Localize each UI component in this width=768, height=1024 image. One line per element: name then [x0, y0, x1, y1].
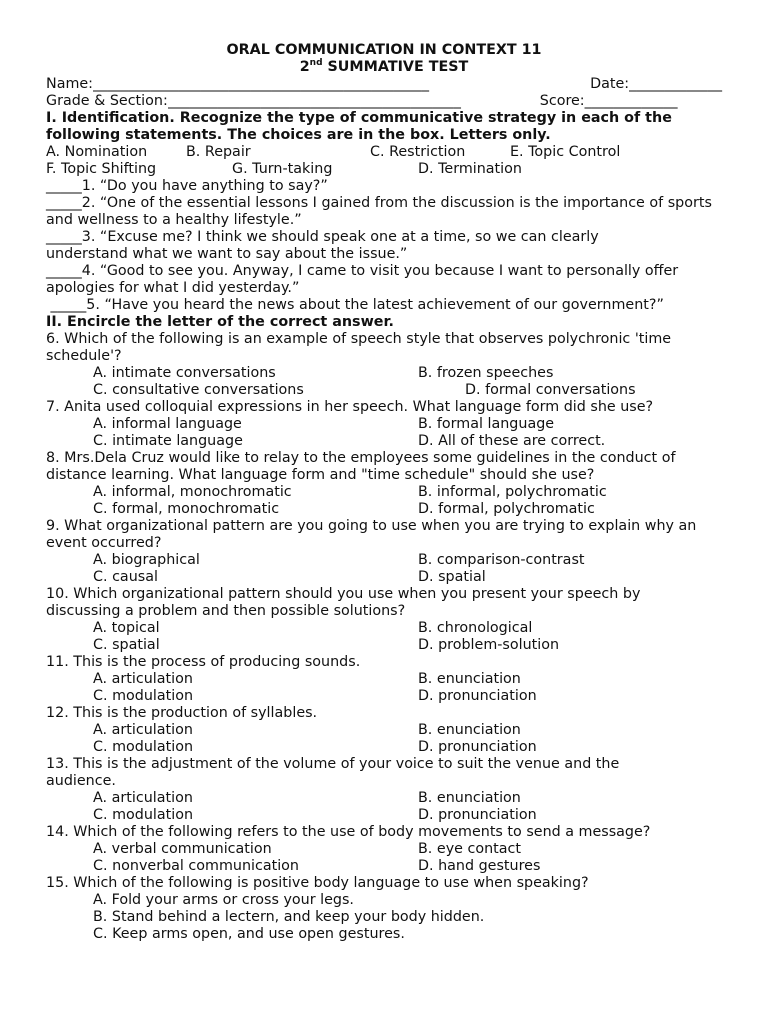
- question-15: [46, 875, 722, 943]
- option-d[interactable]: D. pronunciation: [418, 688, 537, 704]
- part1-items: [46, 178, 722, 314]
- option-c[interactable]: C. modulation: [93, 688, 194, 704]
- choice-a: A. Nomination: [46, 144, 148, 160]
- question-text: 7. Anita used colloquial expressions in her speech. What language form did she use?: [46, 399, 654, 415]
- option-a[interactable]: A. articulation: [93, 790, 193, 806]
- name-date-row: [46, 76, 722, 93]
- name-label: Name:: [46, 76, 93, 92]
- grade-section-label: Grade & Section:: [46, 93, 168, 109]
- option-a[interactable]: A. articulation: [93, 722, 193, 738]
- option-b[interactable]: B. frozen speeches: [418, 365, 554, 381]
- question-text: 15. Which of the following is positive body language to use when speaking?: [46, 875, 589, 891]
- question-text: 6. Which of the following is an example of speech style that observes polychronic 'time schedule'?: [46, 331, 672, 364]
- question-11: [46, 654, 722, 705]
- option-c[interactable]: C. causal: [93, 569, 158, 585]
- part2-heading: II. Encircle the letter of the correct answer.: [46, 314, 394, 330]
- date-label: Date:: [590, 76, 630, 92]
- option-a[interactable]: A. informal, monochromatic: [93, 484, 292, 500]
- identification-item-1: _____1. “Do you have anything to say?”: [46, 178, 328, 194]
- title-ordinal-suffix: nd: [309, 58, 323, 69]
- option-d[interactable]: D. pronunciation: [418, 807, 537, 823]
- option-b[interactable]: B. eye contact: [418, 841, 521, 857]
- option-b[interactable]: B. Stand behind a lectern, and keep your body hidden.: [93, 909, 485, 925]
- option-c[interactable]: C. modulation: [93, 807, 194, 823]
- option-c[interactable]: C. intimate language: [93, 433, 243, 449]
- question-12: [46, 705, 722, 756]
- question-text: 12. This is the production of syllables.: [46, 705, 318, 721]
- question-text: 14. Which of the following refers to the use of body movements to send a message?: [46, 824, 651, 840]
- name-field[interactable]: _______________________________________________: [93, 76, 429, 92]
- option-b[interactable]: B. formal language: [418, 416, 555, 432]
- choice-f: F. Topic Shifting: [46, 161, 157, 177]
- identification-item-2: _____2. “One of the essential lessons I gained from the discussion is the importance of sports and wellness to a healthy lifestyle.”: [46, 195, 717, 228]
- identification-item-4: _____4. “Good to see you. Anyway, I came to visit you because I want to personally offer apologies for what I did yesterday.”: [46, 263, 683, 296]
- option-d[interactable]: D. formal conversations: [465, 382, 636, 398]
- part1-heading-line-2: following statements. The choices are in the box. Letters only.: [46, 127, 551, 143]
- question-13: [46, 756, 722, 824]
- question-10: [46, 586, 722, 654]
- choice-c: C. Restriction: [370, 144, 466, 160]
- option-c[interactable]: C. nonverbal communication: [93, 858, 299, 874]
- option-c[interactable]: C. consultative conversations: [93, 382, 304, 398]
- question-8: [46, 450, 722, 518]
- identification-item-3: _____3. “Excuse me? I think we should speak one at a time, so we can clearly understand what we want to say about the issue.”: [46, 229, 604, 262]
- grade-score-row: [46, 93, 722, 110]
- title-line-2: [46, 59, 722, 76]
- choice-d: D. Termination: [418, 161, 522, 177]
- option-c[interactable]: C. formal, monochromatic: [93, 501, 280, 517]
- choice-b: B. Repair: [186, 144, 251, 160]
- identification-item-5: _____5. “Have you heard the news about the latest achievement of our government?”: [46, 297, 664, 313]
- part1-heading: [46, 110, 726, 144]
- choices-box: [46, 144, 722, 178]
- date-field[interactable]: _____________: [629, 76, 722, 92]
- grade-section-field[interactable]: _________________________________________: [167, 93, 461, 109]
- option-c[interactable]: C. spatial: [93, 637, 160, 653]
- question-7: [46, 399, 722, 450]
- option-a[interactable]: A. biographical: [93, 552, 200, 568]
- option-b[interactable]: B. comparison-contrast: [418, 552, 585, 568]
- option-a[interactable]: A. verbal communication: [93, 841, 272, 857]
- option-c[interactable]: C. modulation: [93, 739, 194, 755]
- option-a[interactable]: A. intimate conversations: [93, 365, 276, 381]
- option-b[interactable]: B. enunciation: [418, 671, 521, 687]
- option-d[interactable]: D. problem-solution: [418, 637, 560, 653]
- option-d[interactable]: D. formal, polychromatic: [418, 501, 595, 517]
- test-title: [46, 42, 722, 76]
- score-field[interactable]: _____________: [584, 93, 678, 109]
- part1-heading-line-1: I. Identification. Recognize the type of communicative strategy in each of the: [46, 110, 672, 126]
- choices-row-1: [46, 144, 722, 161]
- option-b[interactable]: B. enunciation: [418, 722, 521, 738]
- choice-e: E. Topic Control: [510, 144, 621, 160]
- question-9: [46, 518, 722, 586]
- choice-g: G. Turn-taking: [232, 161, 333, 177]
- title-ordinal: 2: [299, 59, 310, 75]
- option-b[interactable]: B. informal, polychromatic: [418, 484, 607, 500]
- question-6: [46, 331, 722, 399]
- question-text: 11. This is the process of producing sounds.: [46, 654, 361, 670]
- option-a[interactable]: A. topical: [93, 620, 160, 636]
- option-d[interactable]: D. All of these are correct.: [418, 433, 606, 449]
- question-14: [46, 824, 722, 875]
- question-text: 8. Mrs.Dela Cruz would like to relay to the employees some guidelines in the conduct of distance learning. What language form and "time schedule" should she use?: [46, 450, 676, 483]
- option-d[interactable]: D. spatial: [418, 569, 486, 585]
- choices-row-2: [46, 161, 722, 178]
- option-d[interactable]: D. hand gestures: [418, 858, 541, 874]
- score-label: Score:: [539, 93, 585, 109]
- question-text: 10. Which organizational pattern should you use when you present your speech by discussing a problem and then possible solutions?: [46, 586, 641, 619]
- option-a[interactable]: A. articulation: [93, 671, 193, 687]
- option-b[interactable]: B. chronological: [418, 620, 533, 636]
- option-d[interactable]: D. pronunciation: [418, 739, 537, 755]
- option-b[interactable]: B. enunciation: [418, 790, 521, 806]
- option-a[interactable]: A. informal language: [93, 416, 242, 432]
- option-c[interactable]: C. Keep arms open, and use open gestures.: [93, 926, 405, 942]
- option-a[interactable]: A. Fold your arms or cross your legs.: [93, 892, 354, 908]
- title-rest: SUMMATIVE TEST: [322, 59, 469, 75]
- question-text: 13. This is the adjustment of the volume of your voice to suit the venue and the audience.: [46, 756, 620, 789]
- question-text: 9. What organizational pattern are you going to use when you are trying to explain why an event occurred?: [46, 518, 697, 551]
- title-line-1: ORAL COMMUNICATION IN CONTEXT 11: [226, 42, 542, 58]
